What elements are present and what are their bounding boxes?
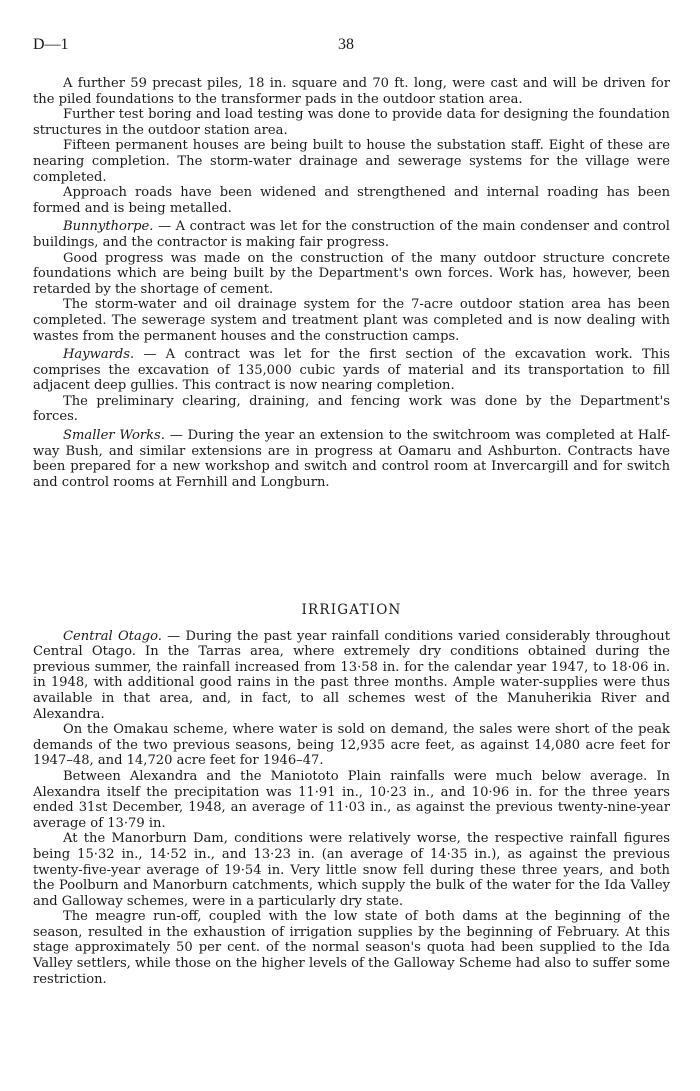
- smaller-works-title: Smaller Works.: [63, 428, 165, 444]
- paragraph-preliminary-clearing: The preliminary clearing, draining, and fencing work was done by the Department's forces.: [33, 393, 670, 425]
- haywards-text: — A contract was let for the first section of the excavation work. This comprises the excavation of 135,000 cubic yards of material and its transportation to fill adjacent deep gullies. This contract is now nearing completion.: [33, 347, 670, 394]
- page-number: 38: [338, 36, 354, 53]
- irrigation-heading: IRRIGATION: [301, 602, 402, 618]
- paragraph-concrete-foundations: Good progress was made on the construction of the many outdoor structure concrete foundations which are being built by the Department's own forces. Work has, however, been retarded by the shortage of cement.: [33, 250, 670, 297]
- paragraph-meagre-runoff: The meagre run-off, coupled with the low state of both dams at the beginning of the season, resulted in the exhaustion of irrigation supplies by the beginning of February. At this stage approximately 50 per cent. of the normal season's quota had been supplied to the Ida Valley settlers, while those on the higher levels of the Galloway Scheme had also to suffer some restriction.: [33, 909, 670, 987]
- paragraph-manorburn-dam: At the Manorburn Dam, conditions were relatively worse, the respective rainfall figures being 15·32 in., 14·52 in., and 13·23 in. (an average of 14·35 in.), as against the previous twenty-five-year average of 19·54 in. Very little snow fell during these three years, and both the Poolburn and Manorburn catchments, which supply the bulk of the water for the Ida Valley and Galloway schemes, were in a particularly dry state.: [33, 831, 670, 909]
- paragraph-approach-roads: Approach roads have been widened and strengthened and internal roading has been formed and is being metalled.: [33, 185, 670, 216]
- paragraph-smaller-works: [33, 428, 670, 490]
- paragraph-alexandra-rainfall: Between Alexandra and the Maniototo Plain rainfalls were much below average. In Alexandra itself the precipitation was 11·91 in., 10·23 in., and 10·96 in. for the three years ended 31st December, 1948, an average of 11·03 in., as against the previous twenty-nine-year average of 13·79 in.: [33, 768, 670, 831]
- haywards-title: Haywards.: [63, 347, 135, 363]
- paragraph-bunnythorpe: [33, 219, 670, 250]
- paragraph-precast-piles: A further 59 precast piles, 18 in. square and 70 ft. long, were cast and will be driven for the piled foundations to the transformer pads in the outdoor station area.: [33, 76, 670, 107]
- substations-section: [33, 76, 670, 490]
- paragraph-haywards: [33, 347, 670, 394]
- paragraph-permanent-houses: Fifteen permanent houses are being built to house the substation staff. Eight of these are nearing completion. The storm-water drainage and sewerage systems for the village were completed.: [33, 138, 670, 185]
- central-otago-title: Central Otago.: [63, 628, 162, 644]
- paragraph-test-boring: Further test boring and load testing was done to provide data for designing the foundation structures in the outdoor station area.: [33, 107, 670, 138]
- paragraph-omakau: On the Omakau scheme, where water is sold on demand, the sales were short of the peak demands of the two previous seasons, being 12,935 acre feet, as against 14,080 acre feet for 1947–48, and 14,720 acre feet for 1946–47.: [33, 722, 670, 769]
- bunnythorpe-text: — A contract was let for the construction of the main condenser and control buildings, and the contractor is making fair progress.: [33, 219, 670, 250]
- paragraph-central-otago: [33, 629, 670, 723]
- bunnythorpe-title: Bunnythorpe.: [63, 219, 154, 235]
- smaller-works-text: — During the year an extension to the switchroom was completed at Half-way Bush, and similar extensions are in progress at Oamaru and Ashburton. Contracts have been prepared for a new workshop and switch and control room at Invercargill and for switch and control rooms at Fernhill and Longburn.: [33, 428, 671, 490]
- paragraph-storm-water: The storm-water and oil drainage system for the 7-acre outdoor station area has been completed. The sewerage system and treatment plant was completed and is now dealing with wastes from the permanent houses and the construction camps.: [33, 297, 670, 344]
- central-otago-text: — During the past year rainfall conditions varied considerably throughout Central Otago. In the Tarras area, where extremely dry conditions obtained during the previous summer, the rainfall increased from 13·58 in. for the calendar year 1947, to 18·06 in. in 1948, with additional good rains in the past three months. Ample water-supplies were thus available in that area, and, in fact, to all schemes west of the Manuherikia River and Alexandra.: [33, 628, 670, 722]
- page-header: [33, 36, 670, 56]
- irrigation-section: [33, 602, 670, 987]
- document-code: D—1: [33, 36, 69, 53]
